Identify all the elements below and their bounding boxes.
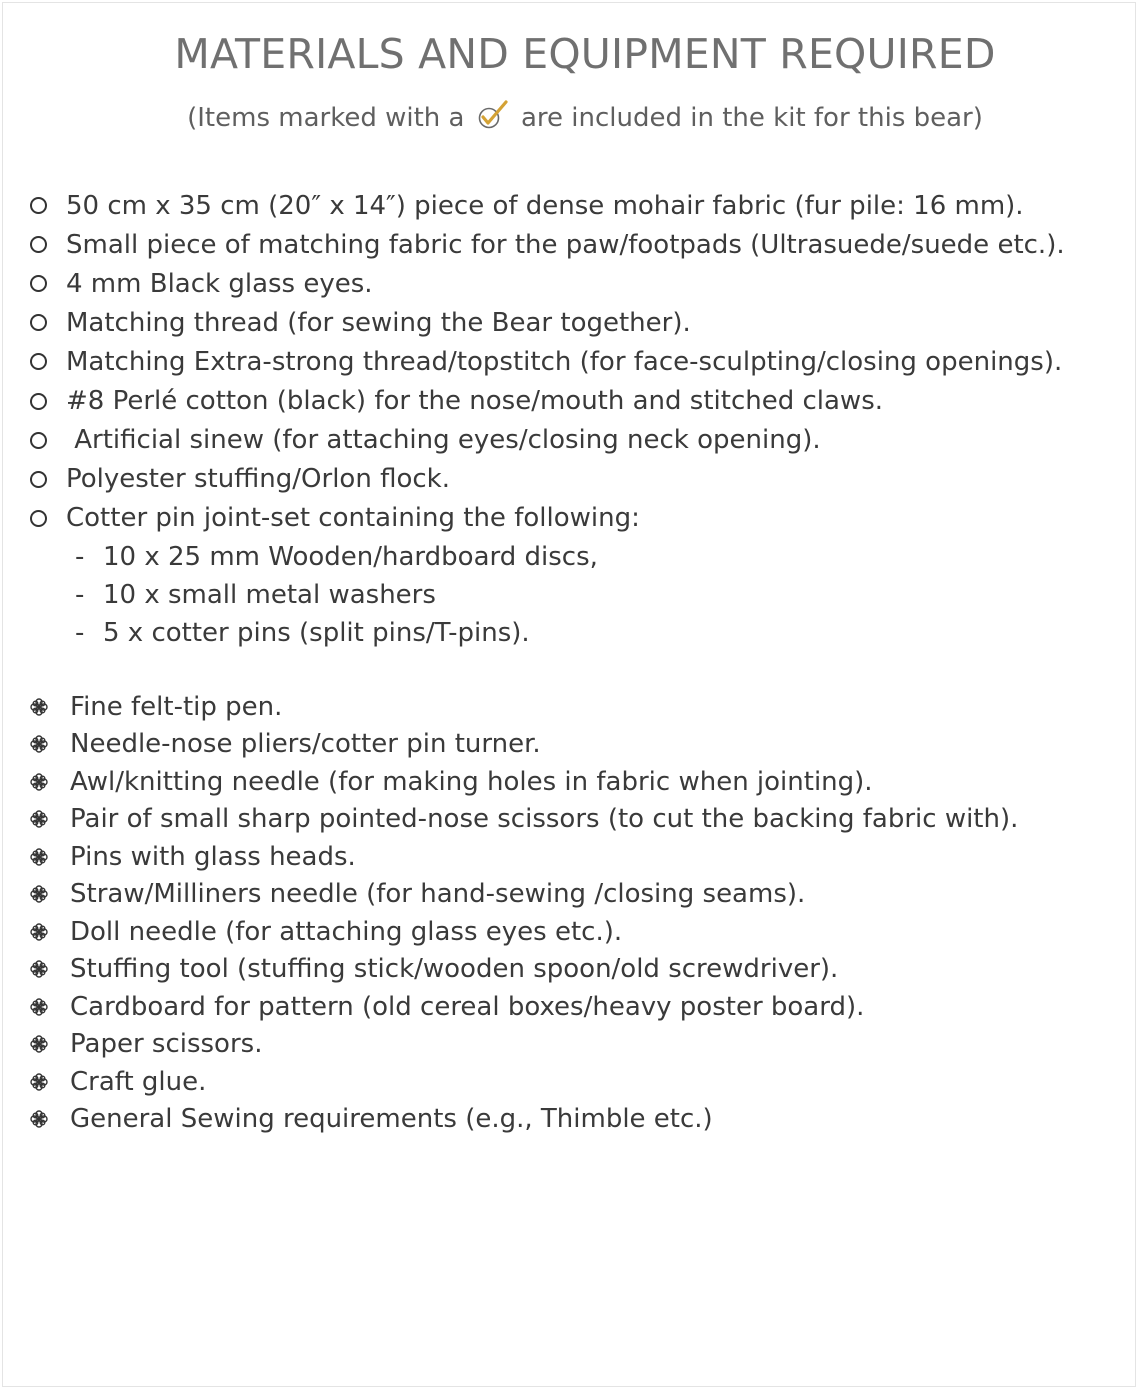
equipment-item-text: Fine felt-tip pen. xyxy=(70,691,283,722)
material-item-text: Polyester stuffing/Orlon flock. xyxy=(66,464,450,495)
flower-bullet-icon xyxy=(30,810,48,828)
equipment-item xyxy=(30,1101,1018,1139)
dash-bullet: - xyxy=(75,617,85,648)
checkbox-circle-icon xyxy=(30,510,47,527)
joint-set-item-text: 5 x cotter pins (split pins/T-pins). xyxy=(103,617,530,648)
joint-set-item-text: 10 x 25 mm Wooden/hardboard discs, xyxy=(103,541,598,572)
equipment-item-text: Awl/knitting needle (for making holes in fabric when jointing). xyxy=(70,766,873,797)
equipment-item-text: Cardboard for pattern (old cereal boxes/heavy poster board). xyxy=(70,991,865,1022)
equipment-item xyxy=(30,726,1018,764)
dash-bullet: - xyxy=(75,541,85,572)
flower-bullet-icon xyxy=(30,735,48,753)
flower-bullet-icon xyxy=(30,960,48,978)
equipment-item xyxy=(30,1026,1018,1064)
flower-bullet-icon xyxy=(30,1035,48,1053)
checkmark-circle-icon xyxy=(475,98,511,132)
material-item-text: 4 mm Black glass eyes. xyxy=(66,268,373,299)
flower-bullet-icon xyxy=(30,1110,48,1128)
material-item xyxy=(30,499,1065,538)
equipment-list xyxy=(30,688,1018,1138)
material-item xyxy=(30,342,1065,381)
equipment-item-text: Paper scissors. xyxy=(70,1029,263,1060)
equipment-item-text: Doll needle (for attaching glass eyes etc.). xyxy=(70,916,623,947)
material-item-text: Matching Extra-strong thread/topstitch (for face-sculpting/closing openings). xyxy=(66,346,1063,377)
page-subtitle xyxy=(0,98,1140,133)
checkbox-circle-icon xyxy=(30,471,47,488)
equipment-item xyxy=(30,876,1018,914)
subtitle-text-end: are included in the kit for this bear) xyxy=(520,103,983,133)
joint-set-item xyxy=(30,614,1065,652)
flower-bullet-icon xyxy=(30,998,48,1016)
equipment-item xyxy=(30,688,1018,726)
material-item-text: Artificial sinew (for attaching eyes/closing neck opening). xyxy=(66,425,821,456)
equipment-item xyxy=(30,1063,1018,1101)
dash-bullet: - xyxy=(75,579,85,610)
checkbox-circle-icon xyxy=(30,393,47,410)
material-item xyxy=(30,303,1065,342)
equipment-item xyxy=(30,988,1018,1026)
material-item-text: Small piece of matching fabric for the paw/footpads (Ultrasuede/suede etc.). xyxy=(66,229,1065,260)
material-item xyxy=(30,460,1065,499)
checkbox-circle-icon xyxy=(30,236,47,253)
equipment-item xyxy=(30,838,1018,876)
material-item xyxy=(30,381,1065,420)
equipment-item xyxy=(30,951,1018,989)
checkbox-circle-icon xyxy=(30,314,47,331)
equipment-item-text: Straw/Milliners needle (for hand-sewing /closing seams). xyxy=(70,879,806,910)
subtitle-text-start: (Items marked with a xyxy=(187,103,465,133)
material-item-text: 50 cm x 35 cm (20″ x 14″) piece of dense mohair fabric (fur pile: 16 mm). xyxy=(66,190,1024,221)
flower-bullet-icon xyxy=(30,848,48,866)
checkbox-circle-icon xyxy=(30,275,47,292)
joint-set-item xyxy=(30,576,1065,614)
joint-set-item xyxy=(30,538,1065,576)
equipment-item-text: Needle-nose pliers/cotter pin turner. xyxy=(70,729,541,760)
material-item xyxy=(30,225,1065,264)
material-item xyxy=(30,186,1065,225)
equipment-item-text: Craft glue. xyxy=(70,1066,207,1097)
material-item-text: Cotter pin joint-set containing the following: xyxy=(66,503,640,534)
checkbox-circle-icon xyxy=(30,432,47,449)
flower-bullet-icon xyxy=(30,698,48,716)
joint-set-item-text: 10 x small metal washers xyxy=(103,579,436,610)
equipment-item xyxy=(30,913,1018,951)
equipment-item-text: Pins with glass heads. xyxy=(70,841,356,872)
equipment-item-text: Stuffing tool (stuffing stick/wooden spoon/old screwdriver). xyxy=(70,954,839,985)
flower-bullet-icon xyxy=(30,923,48,941)
material-item-text: #8 Perlé cotton (black) for the nose/mouth and stitched claws. xyxy=(66,386,884,417)
material-item xyxy=(30,264,1065,303)
flower-bullet-icon xyxy=(30,885,48,903)
equipment-item xyxy=(30,801,1018,839)
equipment-item-text: Pair of small sharp pointed-nose scissors (to cut the backing fabric with). xyxy=(70,804,1019,835)
equipment-item-text: General Sewing requirements (e.g., Thimble etc.) xyxy=(70,1104,713,1135)
material-item xyxy=(30,421,1065,460)
materials-list xyxy=(30,186,1065,652)
page-title: MATERIALS AND EQUIPMENT REQUIRED xyxy=(174,30,996,78)
material-item-text: Matching thread (for sewing the Bear together). xyxy=(66,307,691,338)
equipment-item xyxy=(30,763,1018,801)
flower-bullet-icon xyxy=(30,1073,48,1091)
flower-bullet-icon xyxy=(30,773,48,791)
checkbox-circle-icon xyxy=(30,197,47,214)
checkbox-circle-icon xyxy=(30,353,47,370)
